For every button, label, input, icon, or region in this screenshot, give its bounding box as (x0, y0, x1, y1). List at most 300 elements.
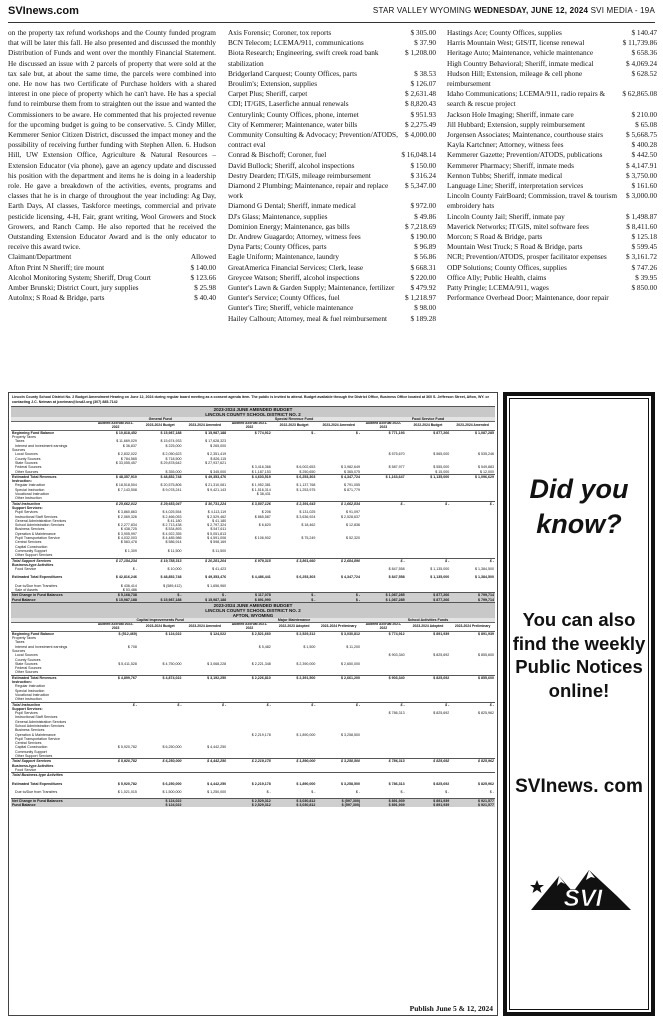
claim-text: Diamond G Dental; Sheriff, inmate medical (228, 201, 356, 211)
claim-row (228, 273, 436, 283)
table-cell: $ 799,714 (450, 593, 495, 598)
row-label: Special Instruction (15, 487, 45, 492)
column-header: 2023-2024 Preliminary (316, 623, 361, 632)
table-cell: $ 41,180 (212, 518, 227, 523)
row-label: Regular Instruction (15, 684, 46, 689)
claim-amount: $ 951.93 (410, 109, 436, 119)
table-cell: $ - (311, 430, 316, 435)
table-cell: $ 786,313 (388, 781, 405, 786)
claim-amount: $ 56.86 (414, 252, 436, 262)
table-cell: $ 2,219,178 (251, 781, 271, 786)
claim-row (228, 130, 436, 150)
table-cell: $ 15,674,933 (160, 439, 182, 444)
claim-amount: $ 5,347.00 (404, 181, 436, 191)
table-cell: $ 2,351,419 (207, 452, 227, 457)
table-cell: $ 865,587 (254, 514, 271, 519)
table-cell: $ - (406, 501, 451, 506)
row-label: Community Support (15, 749, 47, 754)
row-label: Total Instruction (11, 702, 93, 707)
column-header: 2023-2024 Amended (183, 623, 228, 632)
claim-text: Maverick Networks; IT/GIS, mitel software fees (447, 221, 589, 231)
table-cell: $ 36,837 (122, 443, 137, 448)
row-label: Fund Balance (11, 598, 93, 602)
table-cell: $ 124,022 (165, 631, 182, 636)
row-label: Business Services (15, 527, 45, 532)
row-label: Business-type Activities (12, 763, 54, 768)
column-header: 2022-2023 Adopted (272, 623, 317, 632)
article-column-3 (447, 28, 657, 303)
table-cell: $ 2,528,637 (341, 514, 361, 519)
table-cell: $ 124,022 (138, 803, 183, 807)
row-label: Interest and Investment earnings (15, 443, 68, 448)
table-cell: $ - (132, 567, 137, 572)
table-cell: $ 1,135,000 (430, 575, 450, 580)
column-header: 2023-2024 Budget (138, 422, 183, 431)
table-cell: $ 5,168,738 (93, 593, 138, 598)
table-cell: $ 6,620 (258, 523, 271, 528)
table-cell: $ 3,068,228 (207, 661, 227, 666)
claim-text: Hailey Calhoun; Attorney, meal & fuel reimbursement (228, 313, 388, 323)
claim-text: Axis Forensic; Coroner, tox reports (228, 28, 332, 37)
table-cell: $ 1,135,000 (430, 567, 450, 572)
claim-row (447, 110, 657, 120)
claim-row (228, 293, 436, 303)
claim-amount: $ 8,820.43 (404, 99, 436, 109)
table-cell: $ 206 (261, 510, 271, 515)
column-header: 2023-2024 Adopted (406, 623, 451, 632)
claim-text: Gunter's Lawn & Garden Supply; Maintenance, fertilizer (228, 283, 395, 293)
table-cell: $ 4,750,000 (162, 661, 182, 666)
claim-text: Kemmerer Pharmacy; Sheriff, inmate meds (447, 160, 574, 170)
row-label: Operation & Maintenance (15, 531, 56, 536)
table-cell: $ 17,154,234 (93, 558, 138, 563)
table-cell: $ 75,249 (301, 536, 316, 541)
table-cell: $ - (355, 789, 361, 794)
row-label: Net Change in Fund Balances (11, 593, 93, 598)
table-cell: $ 11,669,029 (116, 439, 137, 444)
table-cell: $ 5,920,782 (93, 759, 138, 764)
table-cell: $ 3,192,250 (183, 675, 228, 680)
table-cell: $ 586,914 (165, 540, 182, 545)
table-cell: $ 2,050,623 (162, 452, 182, 457)
table-cell: $ 48,357,910 (93, 474, 138, 479)
claim-text: Mountain West Truck; S Road & Bridge, parts (447, 242, 583, 252)
table-cell: $ 921,577 (450, 803, 495, 807)
column-header: 2022-2024 Budget (406, 422, 451, 431)
table-cell: $ 791,055 (344, 483, 361, 488)
claim-amount: $ 189.28 (410, 313, 436, 323)
row-label: Federal Sources (15, 465, 42, 470)
claim-text: Lincoln County FairBoard; Commission, travel & tourism embroidery hats (447, 191, 618, 211)
issue-date: WEDNESDAY, JUNE 12, 2024 (473, 6, 589, 15)
column-header: Audited Accrual 2021-2022 (361, 623, 406, 632)
public-notices-ad[interactable] (503, 392, 655, 1016)
claim-row (447, 232, 657, 242)
column-header: 2023-2024 Budget (138, 623, 183, 632)
row-label: Business Services (15, 728, 45, 733)
table-cell: $ 3,905,997 (117, 531, 137, 536)
claim-row (228, 38, 436, 48)
claim-text: BCN Telecom; LCEMA/911, communications (228, 38, 364, 48)
ad-url[interactable]: SVInews. com (515, 776, 643, 797)
claim-amount: $ 668.31 (410, 262, 436, 272)
claim-text: Patty Pringle; LCEMA/911, wages (447, 283, 549, 293)
table-cell: $ 534,893 (165, 527, 182, 532)
claim-row (228, 120, 436, 130)
claim-text: Performance Overhead Door; Maintenance, door repair (447, 293, 609, 303)
claim-amount: $ 37.90 (414, 38, 436, 48)
table-cell: $ 15,987,188 (93, 598, 138, 602)
row-label: Regular Instruction (15, 483, 46, 488)
row-label: Other Instruction (15, 496, 42, 501)
row-label: Support Services: (12, 505, 43, 510)
table-cell: $ 3,030,812 (272, 803, 317, 807)
claim-row (447, 161, 657, 171)
table-cell: $ - (93, 702, 138, 707)
row-label: Other Support Services (15, 754, 53, 759)
claim-text: City of Kemmerer; Maintenance, water bills (228, 119, 358, 129)
table-cell: $ 2,684,890 (316, 558, 361, 563)
claim-row (447, 273, 657, 283)
claim-amount: $ 5,668.75 (625, 130, 657, 140)
table-cell: $ 1,500 (303, 644, 316, 649)
table-cell: $ 52,320 (346, 536, 361, 541)
table-cell: $ 3,416,366 (251, 465, 271, 470)
fund-name: Major Maintenance (227, 618, 361, 623)
table-cell: $ 33,055,457 (115, 460, 137, 465)
row-label: Capital Construction (15, 745, 48, 750)
row-label: Pupil Transportation Service (15, 536, 60, 541)
table-cell: $ 921,577 (450, 798, 495, 803)
table-cell: $ 1,253,975 (296, 487, 316, 492)
claim-text: NCR; Prevention/ATODS, prosper facilitator expenses (447, 252, 607, 262)
table-cell: $ 6,250,000 (138, 759, 183, 764)
section-page: SVI MEDIA - 19A (590, 6, 655, 15)
table-cell: $ 27,937,621 (205, 460, 227, 465)
column-header: 2023-2024 Preliminary (450, 623, 495, 632)
claim-text: Carpet Plus; Sheriff, carpet (228, 89, 308, 99)
row-label: Beginning Fund Balance (12, 631, 55, 636)
row-label: Instruction: (12, 479, 32, 484)
table-cell: $ 5,920,782 (117, 745, 137, 750)
row-label: Federal Sources (15, 666, 42, 671)
claim-amount: $ 316.24 (410, 170, 436, 180)
claim-amount: $ 4,069.24 (625, 58, 657, 68)
claim-row (228, 79, 436, 89)
claim-row (447, 48, 657, 58)
claim-row (8, 293, 216, 303)
table-cell: $ 891,939 (478, 631, 494, 636)
row-label: Other Instruction (15, 697, 42, 702)
table-cell: $ 4,922,355 (162, 531, 182, 536)
row-label: Total Support Services (11, 759, 93, 764)
article-column-1 (8, 28, 216, 303)
claim-row (447, 28, 657, 38)
claim-text: Destry Dearden; IT/GIS, mileage reimbursement (228, 170, 371, 180)
row-label: Business-type Activities (12, 562, 54, 567)
table-cell: $ 3,861,660 (272, 558, 317, 563)
claim-amount: $ 479.92 (410, 283, 436, 293)
table-cell: $ 48,852,748 (160, 575, 182, 580)
table-cell: $ 6,253,303 (272, 474, 317, 479)
claim-amount: $ 3,000.00 (625, 191, 657, 201)
claim-row (228, 303, 436, 313)
table-cell: $ 847,558 (388, 575, 405, 580)
table-cell: $ 774,912 (254, 430, 271, 435)
table-cell: $ 2,391,643 (272, 501, 317, 506)
table-cell: $ 1,952,381 (251, 483, 271, 488)
table-cell: $ 1,087,285 (475, 430, 494, 435)
table-row (11, 803, 495, 807)
table-cell: $ 903,340 (388, 653, 405, 658)
claim-text: AutoInx; S Road & Bridge, parts (8, 293, 105, 303)
table-cell: $ 11,500 (212, 548, 227, 553)
table-cell: $ - (406, 702, 451, 707)
table-cell: $ - (183, 702, 228, 707)
table-cell (93, 803, 138, 807)
claim-text: Community Consulting & Advocacy; Prevention/ATODS, contract eval (228, 130, 398, 150)
row-label: School Administration Services (15, 724, 65, 728)
claim-text: Alcohol Monitoring System; Sheriff, Drug Court (8, 272, 151, 282)
table-cell: $ 2,797,324 (207, 523, 227, 528)
claim-row (228, 181, 436, 201)
table-cell: $ 855,600 (450, 675, 495, 680)
table-cell: $ 877,266 (433, 430, 450, 435)
table-cell: $ 17,628,323 (205, 439, 227, 444)
table-cell: $ (589,412) (163, 583, 182, 588)
row-label: Total Instruction (11, 501, 93, 506)
claim-amount: $ 2,275.49 (404, 119, 436, 129)
table-cell: $ 2,661,200 (316, 675, 361, 680)
claim-row (228, 252, 436, 262)
table-cell: $ 555,000 (433, 465, 450, 470)
table-cell: $ 891,939 (406, 803, 451, 807)
table-cell: $ 784,565 (120, 456, 137, 461)
notice-intro: Lincoln County School District No. 2 Budget Amendment Hearing on June 12, 2024 during regular board meeting as a consent agenda item. The public is invited to attend. Budget available through the District Office, Business Office located at 360 S. Jefferson Street, Afton, WY. or contacting J.C. Neiman at jcneiman@lcsd2.org (307) 885-7142 (12, 395, 489, 404)
table-cell: $ 1,250,000 (207, 789, 227, 794)
table-cell: $ 718,500 (165, 456, 182, 461)
table-cell: $ - (183, 593, 228, 598)
table-cell: $ 5,482 (258, 644, 271, 649)
table-cell: $ 4,874,022 (138, 675, 183, 680)
table-cell: $ - (272, 598, 317, 602)
claim-amount: $ 98.00 (414, 303, 436, 313)
table-cell: $ 15,987,188 (205, 430, 227, 435)
claim-amount: $ 126.07 (410, 79, 436, 89)
table-cell: $ 5,051,813 (207, 531, 227, 536)
claim-text: Jorgensen Associates; Maintenance, courthouse stairs (447, 130, 604, 140)
table-cell: $ - (400, 789, 405, 794)
claim-row (447, 222, 657, 232)
row-label: Food Service (15, 567, 37, 572)
row-label: County Sources (15, 657, 41, 662)
row-label: Support Services: (12, 706, 43, 711)
claim-amount: $ 40.40 (194, 293, 216, 303)
table1-title-line1: 2023-2024 JUNE AMENDED BUDGET (213, 407, 293, 412)
table-cell: $ 3,507,126 (227, 501, 272, 506)
table-cell: $ 2,529,312 (227, 803, 272, 807)
claim-text: David Bullock; Sheriff, alcohol inspections (228, 160, 355, 170)
claim-row (8, 263, 216, 273)
table-cell: $ 29,653,047 (138, 501, 183, 506)
table-cell: $ - (450, 702, 495, 707)
claim-text: Jackson Hole Imaging; Sheriff, inmate care (447, 109, 574, 119)
claim-amount: $ 4,000.00 (404, 130, 436, 140)
table-cell: $ 825,692 (433, 711, 450, 716)
budget-table-2 (11, 618, 495, 807)
table-cell: $ 825,692 (406, 759, 451, 764)
table-cell: $ 825,692 (433, 781, 450, 786)
claim-text: CDI; IT/GIS, Laserfiche annual renewals (228, 99, 349, 109)
claim-row (447, 140, 657, 150)
table-cell: $ 91,097 (346, 510, 361, 515)
claim-row (447, 89, 657, 109)
claim-row (8, 283, 216, 293)
claim-text: GreatAmerica Financial Services; Clerk, lease (228, 262, 364, 272)
column-header: 2023-2024 Amended (316, 422, 361, 431)
row-label: Instructional Staff Services (15, 715, 58, 720)
row-label: Vocational Instruction (15, 492, 50, 497)
row-label: Estimated Total Revenues (11, 675, 93, 680)
claim-row (447, 191, 657, 211)
table-cell: $ 19,788,313 (138, 558, 183, 563)
claim-amount: $ 442.50 (631, 150, 657, 160)
table-cell: $ (512,469) (118, 631, 137, 636)
table-cell: $ 771,193 (388, 430, 405, 435)
row-label: Central Services (15, 540, 42, 545)
claim-amount: $ 123.66 (190, 272, 216, 282)
article-column-2 (228, 28, 436, 324)
site-name[interactable]: SVInews.com (8, 5, 79, 17)
table-cell: $ 25,662,012 (93, 501, 138, 506)
table-cell: $ 826,115 (210, 456, 227, 461)
table-cell: $ 2,529,312 (227, 798, 272, 803)
claim-text: Amber Brunski; District Court, jury supplies (8, 283, 139, 293)
claim-amount: $ 305.00 (410, 28, 436, 37)
table-cell: $ 1,137,768 (296, 483, 316, 488)
claim-row (447, 181, 657, 191)
table-cell: $ 106,902 (254, 536, 271, 541)
claim-row (228, 110, 436, 120)
claim-amount: $ 658.36 (631, 48, 657, 58)
row-label: Net Change in Fund Balances (11, 798, 93, 803)
table-cell: $ - (138, 702, 183, 707)
table-cell: $ 12,000 (480, 469, 494, 474)
fund-name: General Fund (93, 417, 227, 422)
ad-headline: Did you know? (529, 474, 629, 539)
row-label: Local Sources (15, 452, 38, 457)
claim-amount: $ 65.08 (635, 119, 657, 129)
table-cell: $ - (355, 430, 361, 435)
column-header: 2022-2023 Budget (272, 422, 317, 431)
fund-name: School Activities Funds (361, 618, 495, 623)
table-cell: $ 2,832,022 (117, 452, 137, 457)
table-cell: $ 1,021,015 (117, 789, 137, 794)
table-cell: $ 877,266 (406, 593, 451, 598)
table2-title (11, 602, 495, 618)
claim-row (8, 273, 216, 283)
table-cell: $ 2,529,462 (207, 514, 227, 519)
claim-text: Eagle Uniform; Maintenance, laundry (228, 252, 340, 262)
claim-text: Dominion Energy; Maintenance, gas bills (228, 221, 350, 231)
table-cell: $ 1,187,153 (251, 469, 271, 474)
row-label: General Administration Services (15, 719, 67, 724)
row-label: County Sources (15, 456, 41, 461)
claim-amount: $ 150.00 (410, 160, 436, 170)
row-label: Central Services (15, 741, 42, 746)
table2-title-line1: 2023-2024 JUNE AMENDED BUDGET (213, 602, 293, 608)
claim-text: Hudson Hill; Extension, mileage & cell phone reimbursement (447, 68, 583, 89)
table-cell: $ 2,466,053 (162, 514, 182, 519)
claim-text: Gunter's Service; County Offices, fuel (228, 293, 340, 303)
table-cell: $ 708 (127, 644, 137, 649)
row-label: Sale of Assets (15, 587, 38, 592)
claim-text: Greycee Watson; Sheriff, alcohol inspections (228, 272, 360, 282)
table-cell: $ 18,518,504 (115, 483, 137, 488)
row-label: Pupil Services (15, 711, 38, 716)
table-cell: $ 365,075 (344, 469, 361, 474)
claim-amount: $ 599.45 (631, 242, 657, 252)
claim-amount: $ 210.00 (631, 109, 657, 119)
table-cell: $ 2,069,326 (117, 514, 137, 519)
claim-text: Language Line; Sheriff, interpretation services (447, 181, 584, 191)
table-cell: $ 1,500,000 (162, 789, 182, 794)
row-label: Fund Balance (11, 803, 93, 807)
row-label: Capital Construction (15, 544, 48, 549)
table-cell: $ 2,529,312 (296, 631, 316, 636)
table-cell: $ 49,353,476 (205, 575, 227, 580)
table-cell: $ 4,442,250 (207, 781, 227, 786)
table-cell: $ 547,611 (210, 527, 227, 532)
table-cell: $ 2,521,660 (251, 631, 271, 636)
table-cell: $ 1,890,000 (296, 732, 316, 737)
table-cell: $ 2,226,810 (227, 675, 272, 680)
budget-public-notice (8, 392, 498, 1016)
claim-row (228, 161, 436, 171)
table-cell: $ - (316, 593, 361, 598)
claim-row (447, 38, 657, 48)
table-cell: $ 1,096,629 (450, 474, 495, 479)
claim-amount: $ 400.28 (631, 140, 657, 150)
table-cell: $ 6,002,653 (296, 465, 316, 470)
table-cell: $ 825,692 (433, 653, 450, 658)
table-cell: $ 10,818,452 (115, 430, 137, 435)
table-cell: $ 2,390,000 (296, 661, 316, 666)
table-cell: $ - (138, 593, 183, 598)
claim-row (447, 171, 657, 181)
claim-amount: $ 1,218.97 (404, 293, 436, 303)
row-label: Other Support Services (15, 553, 53, 558)
claim-text: Kemmerer Gazette; Prevention/ATODS, publications (447, 150, 603, 160)
table-cell: $ 565,000 (433, 452, 450, 457)
claim-row (228, 242, 436, 252)
table-cell: $ 825,962 (478, 781, 494, 786)
table-cell: $ 1,087,285 (361, 593, 406, 598)
table-cell: $ 436,414 (120, 583, 137, 588)
table-cell: $ 345,000 (210, 469, 227, 474)
minutes-paragraph: on the property tax refund workshops and the County funded program that will be later this fall. He also presented and discussed the monthly Distribution of Funds and went over the monthly Financial Statement. He discussed an issue with 2 parcels of property that were sold at the tax sale but, at about the same time, the parcels were combined into one. He now has two Certificate of Purchase holders with a shared interest in one piece of property which he can't have. He has a special fund to reimburse them from to straighten out the issue and wanted the Commissioners to be aware. He commented that his projected revenue for the upcoming budget is going to be conservative. 5. Cindy Miller, Kemmerer Senior Citizen District, discussed the impact money and the possibility of receiving further funding with Stephen Allen. 6. Hudson Hill, UW Extension Office, Agriculture & Natural Resources – Extension Educator (via phone), gave an agency update and discussed his position with the department and items he is doing in a leadership role. He gave a breakdown of the activities, events, programs and classes that he is in charge of throughout the year including: Ag Day, Earth Days, AI classes, Taskforce meetings, commercial and private pesticide licensing, 4-H, Fair, grant writing, Wool Growers and Stock Growers, and Ranch Camp. He also reported that he received the Outstanding Extension Educator Award and is the only educator to receive this award twice. (8, 28, 216, 252)
row-label: State Sources (15, 661, 38, 666)
column-header: Audited Accrual 2022-2023 (361, 422, 406, 431)
claim-amount: $ 25.98 (194, 283, 216, 293)
claims-list (8, 263, 216, 304)
table-cell: $ 225,000 (165, 443, 182, 448)
claim-row (447, 293, 657, 303)
claim-text: Office Ally; Public Health, claims (447, 272, 547, 282)
claim-text: ODP Solutions; County Offices, supplies (447, 262, 567, 272)
table-cell: $ - (316, 702, 361, 707)
claim-row (228, 69, 436, 79)
